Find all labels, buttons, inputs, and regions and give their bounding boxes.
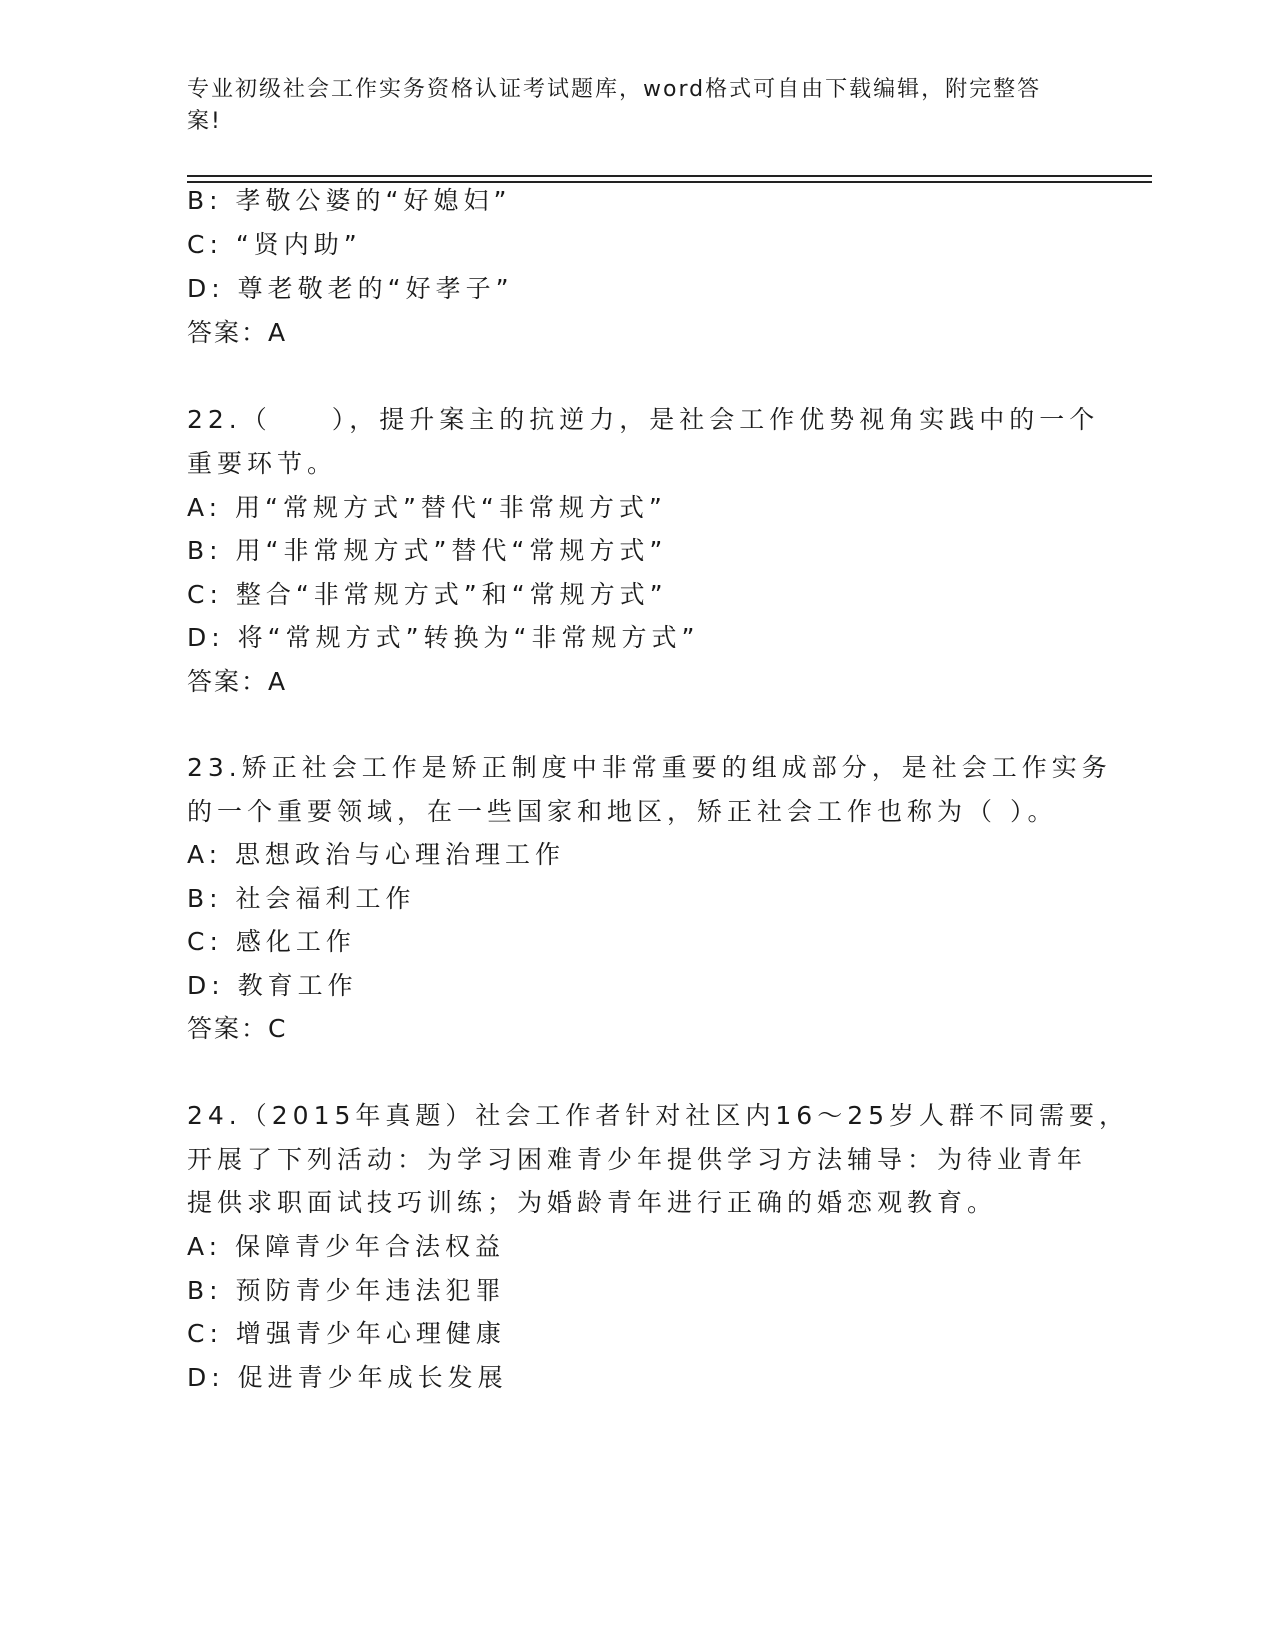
q24-option-b: B: 预防青少年违法犯罪 — [187, 1276, 506, 1305]
header-divider-top — [187, 175, 1152, 177]
q22-option-d: D: 将“常规方式”转换为“非常规方式” — [187, 623, 700, 652]
q22-stem-line-2: 重要环节。 — [187, 449, 338, 478]
q24-stem-line-3: 提供求职面试技巧训练；为婚龄青年进行正确的婚恋观教育。 — [187, 1188, 998, 1217]
page-header — [187, 74, 1067, 138]
header-divider-bottom — [187, 181, 1152, 183]
q22-option-b: B: 用“非常规方式”替代“常规方式” — [187, 536, 668, 565]
q23-stem-line-1: 23.矫正社会工作是矫正制度中非常重要的组成部分，是社会工作实务 — [187, 753, 1112, 782]
q24-option-a: A: 保障青少年合法权益 — [187, 1232, 506, 1261]
q22-stem-line-1: 22.（ ），提升案主的抗逆力，是社会工作优势视角实践中的一个 — [187, 405, 1100, 434]
q24-option-c: C: 增强青少年心理健康 — [187, 1319, 506, 1348]
q22-option-a: A: 用“常规方式”替代“非常规方式” — [187, 493, 667, 522]
q21-option-b: B: 孝敬公婆的“好媳妇” — [187, 186, 512, 215]
q23-option-a: A: 思想政治与心理治理工作 — [187, 840, 566, 869]
q21-answer: 答案：A — [187, 318, 288, 347]
q21-option-d: D: 尊老敬老的“好孝子” — [187, 274, 514, 303]
q24-stem-line-2: 开展了下列活动：为学习困难青少年提供学习方法辅导：为待业青年 — [187, 1145, 1088, 1174]
q22-option-c: C: 整合“非常规方式”和“常规方式” — [187, 580, 668, 609]
q23-option-d: D: 教育工作 — [187, 971, 358, 1000]
q23-stem-line-2: 的一个重要领域，在一些国家和地区，矫正社会工作也称为（ ）。 — [187, 797, 1058, 826]
q21-option-c: C: “贤内助” — [187, 230, 362, 259]
q23-answer: 答案：C — [187, 1014, 288, 1043]
q22-answer: 答案：A — [187, 667, 288, 696]
q23-option-c: C: 感化工作 — [187, 927, 356, 956]
header-line-1: 专业初级社会工作实务资格认证考试题库，word格式可自由下载编辑，附完整答 — [187, 77, 1042, 102]
q24-stem-line-1: 24.（2015年真题）社会工作者针对社区内16～25岁人群不同需要， — [187, 1101, 1130, 1130]
header-line-2: 案! — [187, 109, 222, 134]
q24-option-d: D: 促进青少年成长发展 — [187, 1363, 508, 1392]
q23-option-b: B: 社会福利工作 — [187, 884, 416, 913]
